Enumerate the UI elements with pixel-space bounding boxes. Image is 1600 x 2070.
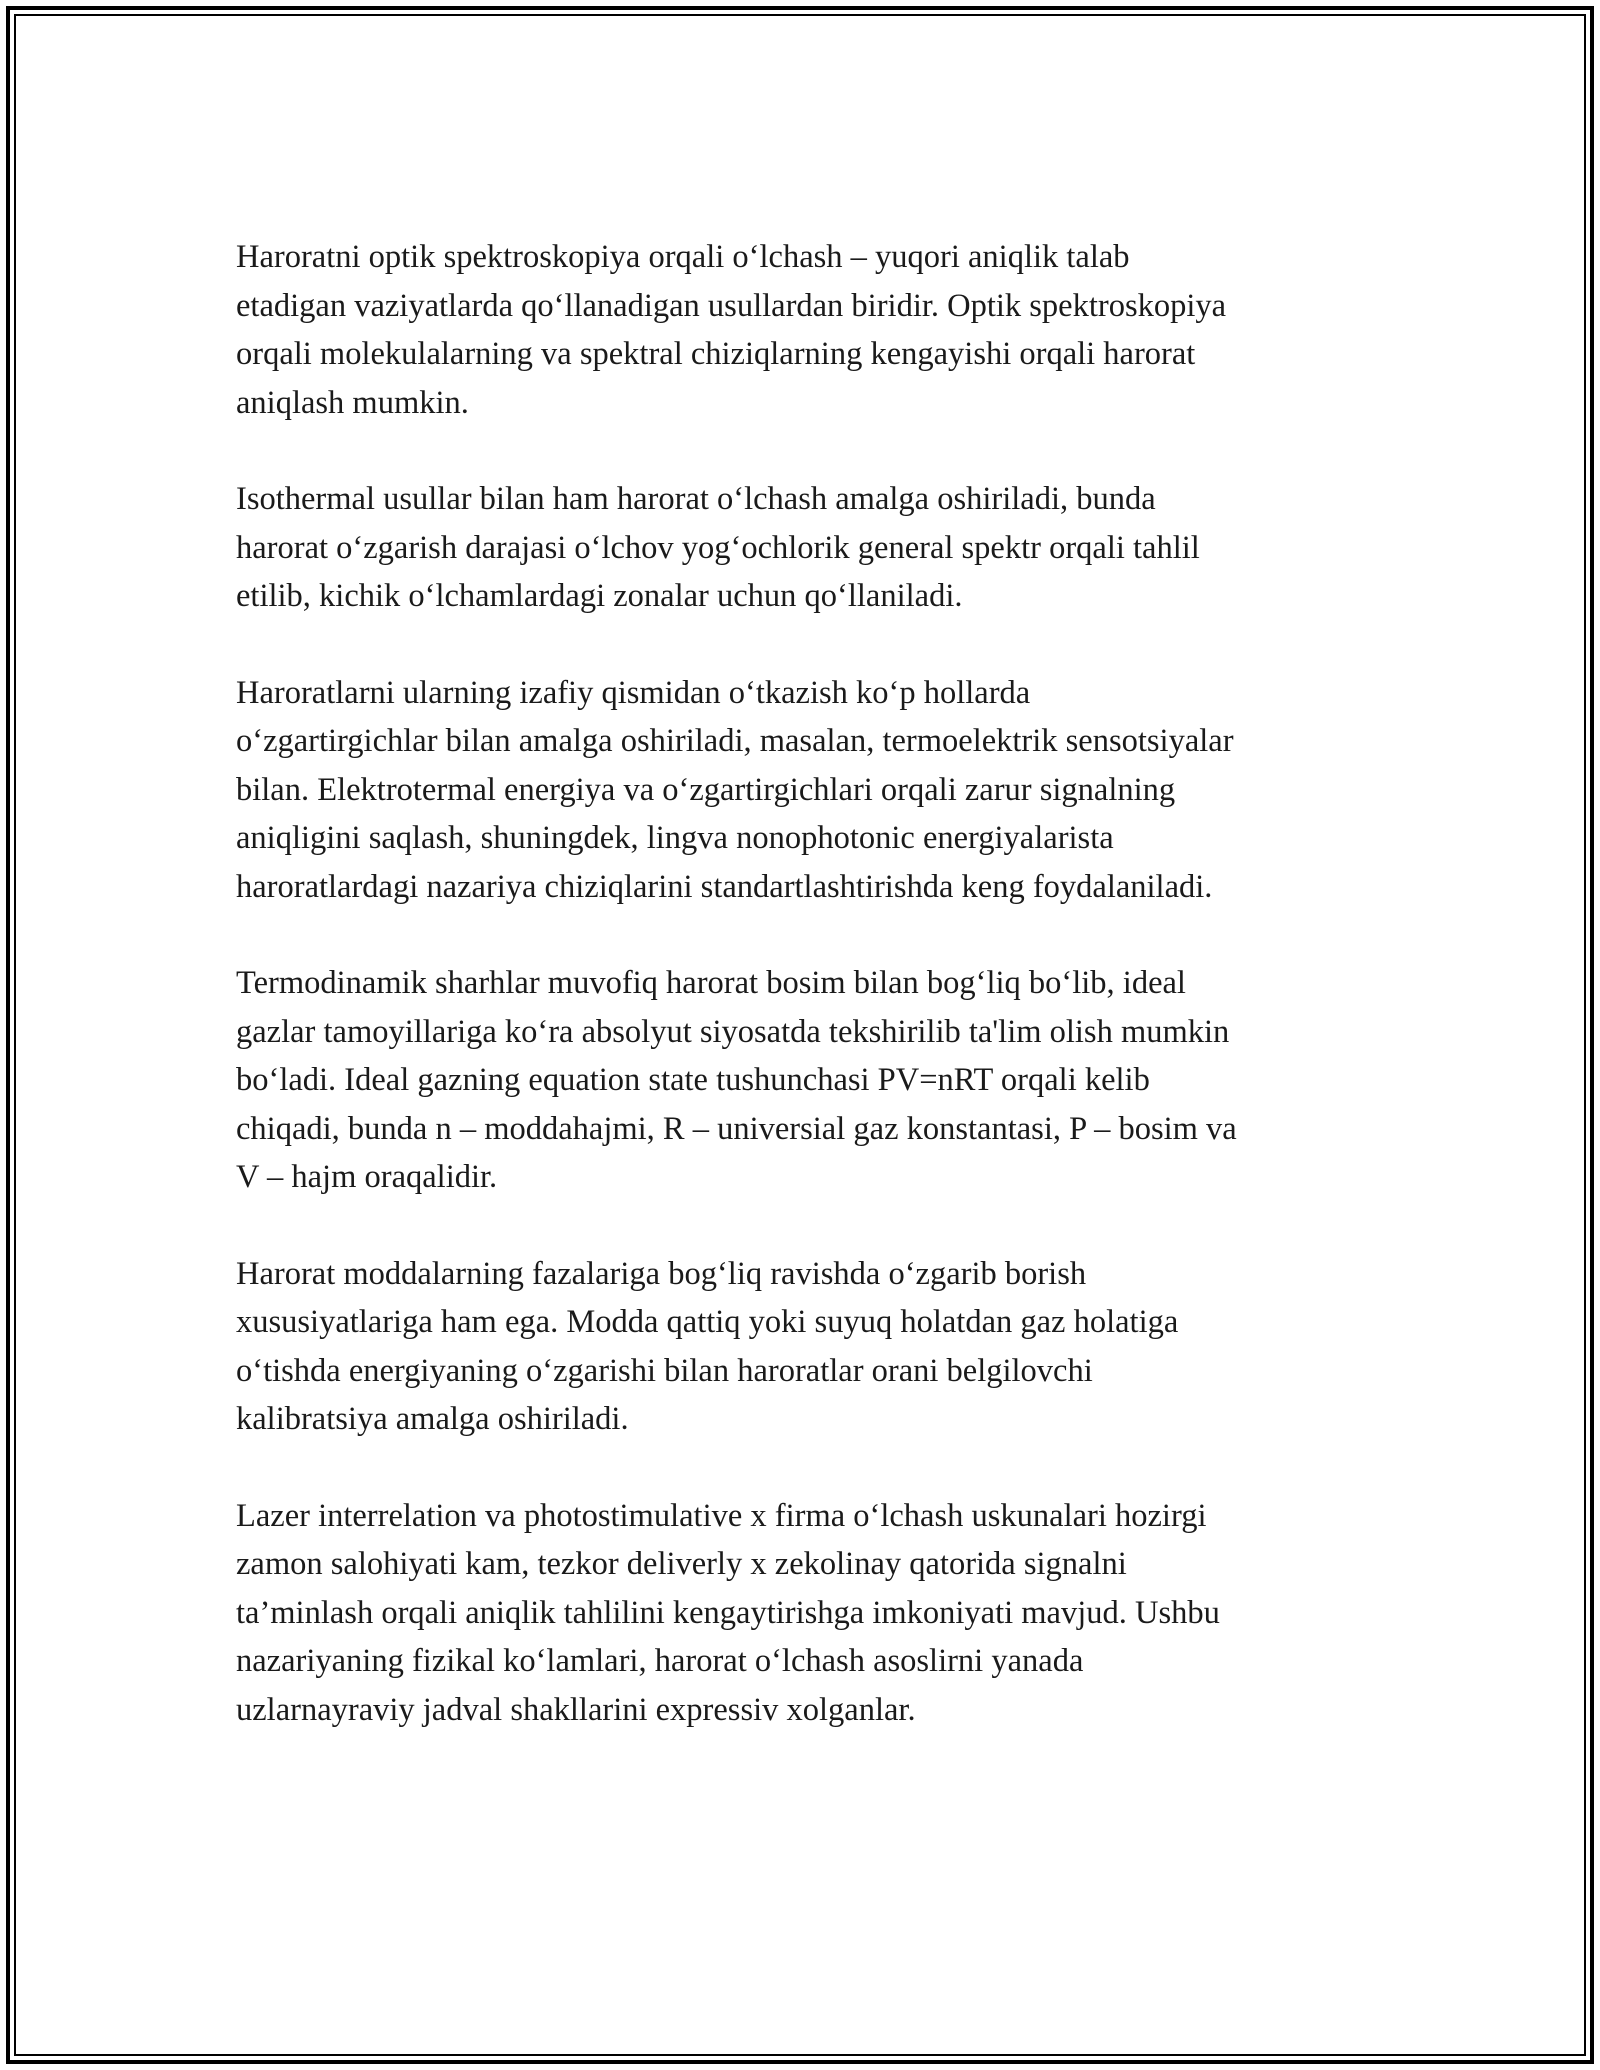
paragraph-thermodynamics: Termodinamik sharhlar muvofiq harorat bosim bilan bog‘liq bo‘lib, ideal gazlar tamoyillariga ko‘ra absolyut siyosatda tekshirilib ta'lim olish mumkin bo‘ladi. Ideal gazning equation state tushunchasi PV=nRT orqali kelib chiqadi, bunda n – moddahajmi, R – universial gaz konstantasi, P – bosim va V – hajm oraqalidir. [236,965,1237,1195]
paragraph-converters: Haroratlarni ularning izafiy qismidan o‘tkazish ko‘p hollarda o‘zgartirgichlar bilan amalga oshiriladi, masalan, termoelektrik sensotsiyalar bilan. Elektrotermal energiya va o‘zgartirgichlari orqali zarur signalning aniqligini saqlash, shuningdek, lingva nonophotonic energiyalarista haroratlardagi nazariya chiziqlarini standartlashtirishda keng foydalaniladi. [236,674,1234,905]
paragraph-isothermal-methods: Isothermal usullar bilan ham harorat o‘lchash amalga oshiriladi, bunda harorat o‘zgarish darajasi o‘lchov yog‘ochlorik general spektr orqali tahlil etilib, kichik o‘lchamlardagi zonalar uchun qo‘llaniladi. [236,481,1200,614]
document-body [236,233,1376,1782]
paragraph-laser-measurement: Lazer interrelation va photostimulative x firma o‘lchash uskunalari hozirgi zamon salohiyati kam, tezkor deliverly x zekolinay qatorida signalni ta’minlash orqali aniqlik tahlilini kengaytirishga imkoniyati mavjud. Ushbu nazariyaning fizikal ko‘lamlari, harorat o‘lchash asoslirni yanada uzlarnayraviy jadval shakllarini expressiv xolganlar. [236,1497,1220,1728]
paragraph-phase-changes: Harorat moddalarning fazalariga bog‘liq ravishda o‘zgarib borish xususiyatlariga ham ega. Modda qattiq yoki suyuq holatdan gaz holatiga o‘tishda energiyaning o‘zgarishi bilan haroratlar orani belgilovchi kalibratsiya amalga oshiriladi. [236,1255,1179,1437]
paragraph-optical-spectroscopy: Haroratni optik spektroskopiya orqali o‘lchash – yuqori aniqlik talab etadigan vaziyatlarda qo‘llanadigan usullardan biridir. Optik spektroskopiya orqali molekulalarning va spektral chiziqlarning kengayishi orqali harorat aniqlash mumkin. [236,239,1227,421]
